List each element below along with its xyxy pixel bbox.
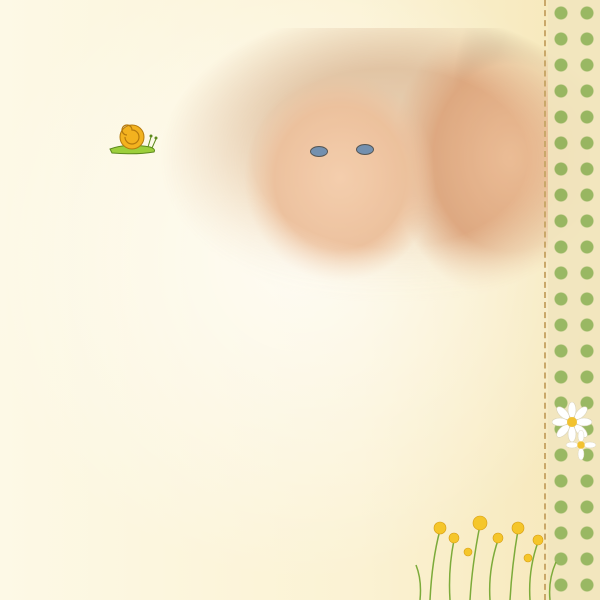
entry	[8, 234, 543, 283]
daisy-icon	[566, 430, 596, 460]
entry	[8, 166, 543, 215]
entry	[8, 372, 543, 421]
diary-text	[8, 12, 543, 437]
yellow-flowers	[410, 470, 560, 600]
entry	[8, 303, 543, 352]
entry	[8, 28, 543, 77]
entry	[8, 97, 543, 146]
